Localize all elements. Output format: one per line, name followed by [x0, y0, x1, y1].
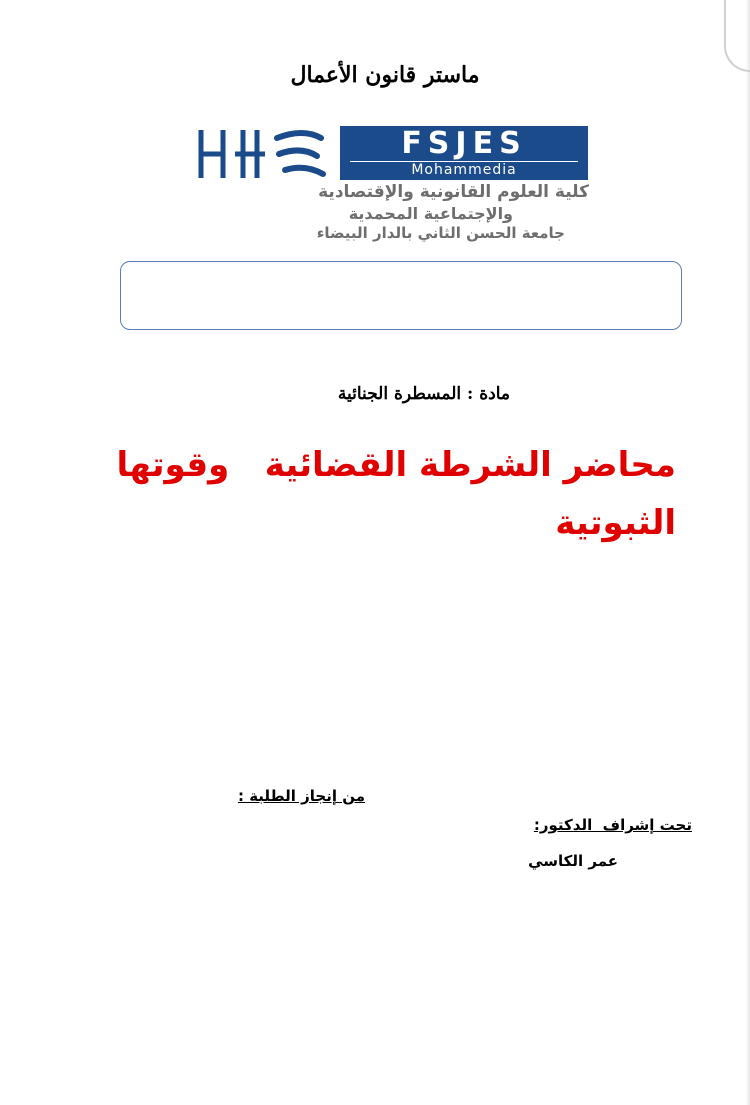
program-title: ماستر قانون الأعمال [290, 62, 480, 88]
supervisor-label: تحت إشراف الدكتور: [533, 816, 692, 834]
students-label: من إنجاز الطلبة : [237, 787, 365, 805]
report-title-line1: محاضر الشرطة القضائية وقوتها [116, 445, 676, 485]
faculty-logo [193, 124, 593, 244]
supervisor-name: عمر الكاسي [528, 852, 618, 870]
course-subject: مادة : المسطرة الجنائية [337, 384, 510, 404]
page-corner-curl [724, 0, 750, 72]
university-emblem-icon [193, 124, 333, 184]
page-edge-shadow [746, 0, 750, 1105]
fsjes-abbr: FSJES [401, 126, 527, 161]
faculty-name-line1: كلية العلوم القانونية والإقتصادية [318, 182, 589, 202]
report-title [116, 436, 676, 552]
fsjes-badge [340, 126, 588, 180]
empty-frame-box [120, 261, 682, 330]
faculty-name-line2: والإجتماعية المحمدية [348, 204, 513, 223]
report-title-line2: الثبوتية [555, 503, 676, 543]
fsjes-city: Mohammedia [350, 161, 578, 178]
university-name: جامعة الحسن الثاني بالدار البيضاء [316, 224, 565, 242]
